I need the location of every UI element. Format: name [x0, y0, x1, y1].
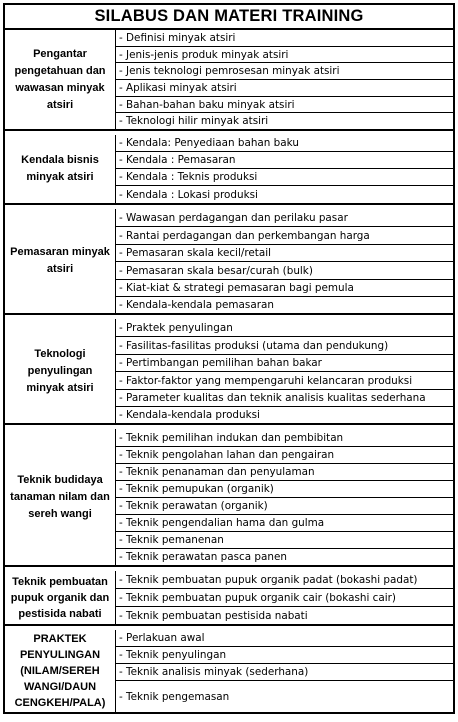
section-category: Teknik pembuatan pupuk organik dan pestisida nabati [5, 571, 116, 624]
list-item: - Teknik pemilihan indukan dan pembibitan [116, 429, 453, 447]
section-category: Kendala bisnis minyak atsiri [5, 135, 116, 203]
list-item: - Pemasaran skala kecil/retail [116, 245, 453, 262]
list-item: - Bahan-bahan baku minyak atsiri [116, 97, 453, 114]
section-kendala [3, 135, 455, 205]
section-category: Pemasaran minyak atsiri [5, 209, 116, 313]
table-title: SILABUS DAN MATERI TRAINING [3, 3, 455, 30]
list-item: - Parameter kualitas dan teknik analisis kualitas sederhana [116, 390, 453, 407]
section-budidaya [3, 429, 455, 567]
section-items [116, 429, 453, 565]
section-pemasaran [3, 209, 455, 315]
list-item: - Kendala-kendala produksi [119, 409, 260, 421]
list-item: - Teknik perawatan pasca panen [119, 551, 287, 563]
list-item: - Teknik penyulingan [116, 647, 453, 664]
list-item: - Teknik pemupukan (organik) [116, 481, 453, 498]
list-item: - Teknologi hilir minyak atsiri [119, 115, 269, 128]
list-item: - Kendala : Teknis produksi [116, 169, 453, 186]
syllabus-table [3, 3, 455, 714]
list-item: - Teknik analisis minyak (sederhana) [116, 664, 453, 681]
list-item: - Teknik pengendalian hama dan gulma [116, 515, 453, 532]
section-teknologi [3, 319, 455, 425]
list-item: - Aplikasi minyak atsiri [116, 80, 453, 97]
list-item: - Kendala-kendala pemasaran [119, 299, 274, 311]
list-item: - Teknik penanaman dan penyulaman [116, 464, 453, 481]
list-item: - Perlakuan awal [116, 630, 453, 647]
section-category: Teknik budidaya tanaman nilam dan sereh wangi [5, 429, 116, 565]
list-item: - Jenis teknologi pemrosesan minyak atsiri [116, 63, 453, 80]
list-item: - Teknik pengolahan lahan dan pengairan [116, 447, 453, 464]
list-item: - Faktor-faktor yang mempengaruhi kelancaran produksi [116, 372, 453, 390]
list-item: - Teknik pembuatan pupuk organik padat (bokashi padat) [116, 571, 453, 589]
list-item: - Rantai perdagangan dan perkembangan harga [116, 227, 453, 245]
section-items [116, 209, 453, 313]
section-items [116, 30, 453, 129]
section-praktek [3, 630, 455, 714]
list-item: - Kendala : Lokasi produksi [119, 188, 258, 201]
list-item: - Pemasaran skala besar/curah (bulk) [116, 262, 453, 280]
list-item: - Praktek penyulingan [116, 319, 453, 337]
section-pengantar [3, 30, 455, 131]
list-item: - Fasilitas-fasilitas produksi (utama dan pendukung) [116, 337, 453, 355]
list-item: - Teknik pengemasan [119, 690, 230, 703]
section-items [116, 319, 453, 423]
list-item: - Definisi minyak atsiri [116, 30, 453, 47]
section-items [116, 571, 453, 624]
section-items [116, 135, 453, 203]
list-item: - Teknik perawatan (organik) [116, 498, 453, 515]
list-item: - Kendala : Pemasaran [116, 152, 453, 169]
section-category: PRAKTEK PENYULINGAN (NILAM/SEREH WANGI/DAUN CENGKEH/PALA) [5, 630, 116, 712]
section-pupuk [3, 571, 455, 626]
list-item: - Teknik pembuatan pestisida nabati [119, 609, 308, 622]
list-item: - Jenis-jenis produk minyak atsiri [116, 47, 453, 64]
section-category: Pengantar pengetahuan dan wawasan minyak atsiri [5, 30, 116, 129]
list-item: - Teknik pembuatan pupuk organik cair (bokashi cair) [116, 589, 453, 607]
section-category: Teknologi penyulingan minyak atsiri [5, 319, 116, 423]
list-item: - Kiat-kiat & strategi pemasaran bagi pemula [116, 280, 453, 297]
list-item: - Teknik pemanenan [116, 532, 453, 549]
list-item: - Wawasan perdagangan dan perilaku pasar [116, 209, 453, 227]
section-items [116, 630, 453, 712]
list-item: - Pertimbangan pemilihan bahan bakar [116, 355, 453, 372]
list-item: - Kendala: Penyediaan bahan baku [116, 135, 453, 152]
